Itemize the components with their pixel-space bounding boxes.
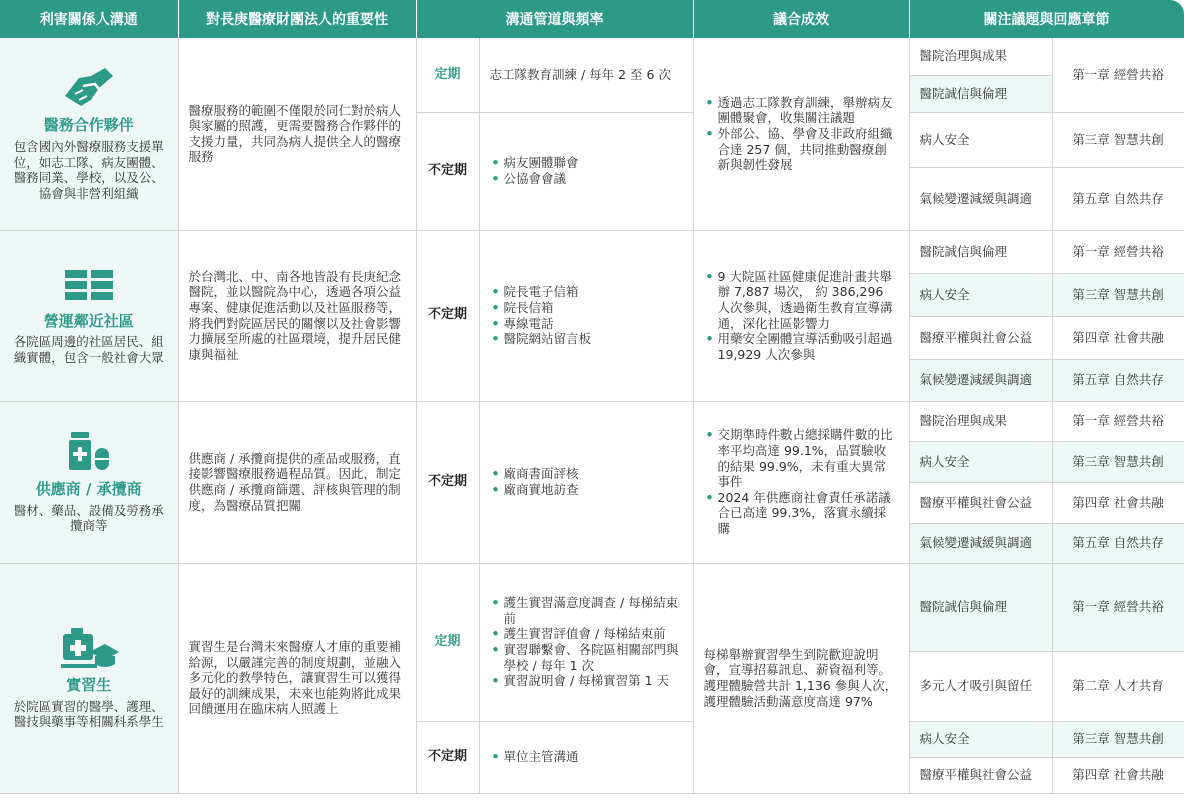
channels-cell [479, 230, 693, 401]
result-item: • 交期準時件數占總採購件數的比率平均高達 99.1%，品質驗收的結果 99.9%，未有重大異常事件 [704, 427, 899, 490]
chapter-cell: 第四章 社會共融 [1052, 482, 1184, 523]
stakeholder-community [0, 230, 178, 401]
stakeholder-desc: 各院區周邊的社區居民、組織實體，包含一般社會大眾 [13, 334, 164, 365]
issue-cell: 氣候變遷減緩與調適 [909, 359, 1052, 401]
header-stakeholder: 利害關係人溝通 [0, 0, 178, 38]
medical-supplies-icon [61, 430, 117, 474]
channels-cell [479, 112, 693, 230]
channel-item: • 廠商實地訪查 [490, 482, 683, 498]
frequency-regular: 定期 [416, 38, 479, 112]
channel-item: • 公協會會議 [490, 171, 683, 187]
results-list [704, 427, 899, 536]
results-list [704, 95, 899, 173]
issue-cell: 醫療平權與社會公益 [909, 757, 1052, 793]
importance-text: 醫療服務的範圍不僅限於同仁對於病人與家屬的照護，更需要醫務合作夥伴的支援力量，共同為病人提供全人的醫療服務 [178, 38, 416, 230]
importance-text: 供應商 / 承攬商提供的產品或服務，直接影響醫療服務過程品質。因此，制定供應商 / 承攬商篩選、評核與管理的制度，為醫療品質把關 [178, 401, 416, 563]
chapter-cell: 第二章 人才共育 [1052, 651, 1184, 721]
results-list [704, 269, 899, 363]
issue-cell: 病人安全 [909, 721, 1052, 757]
stakeholder-interns [0, 563, 178, 793]
issue-cell: 醫院誠信與倫理 [909, 230, 1052, 273]
header-issues: 關注議題與回應章節 [909, 0, 1184, 38]
issue-cell: 病人安全 [909, 273, 1052, 316]
frequency-irregular: 不定期 [416, 721, 479, 793]
channel-list [490, 284, 683, 347]
handshake-icon [61, 66, 117, 110]
stakeholder-desc: 醫材、藥品、設備及勞務承攬商等 [13, 502, 164, 534]
chapter-cell: 第五章 自然共存 [1052, 359, 1184, 401]
chapter-cell: 第一章 經營共裕 [1052, 230, 1184, 273]
header-row [0, 0, 1184, 38]
channel-item: • 廠商書面評核 [490, 466, 683, 482]
channel-item: • 單位主管溝通 [490, 749, 683, 765]
result-item: • 9 大院區社區健康促進計畫共舉辦 7,887 場次， 約 386,296 人次參與，透過衛生教育宣導溝通，深化社區影響力 [704, 269, 899, 332]
issue-cell: 病人安全 [909, 112, 1052, 167]
channel-item: • 護生實習評值會 / 每梯結束前 [490, 626, 683, 642]
channel-item: • 醫院網站留言板 [490, 331, 683, 347]
issue-cell: 氣候變遷減緩與調適 [909, 167, 1052, 230]
channel-list [490, 749, 683, 765]
channel-item: • 實習說明會 / 每梯實習第 1 天 [490, 673, 683, 689]
channel-list [490, 595, 683, 689]
frequency-irregular: 不定期 [416, 230, 479, 401]
issue-cell: 醫院誠信與倫理 [909, 75, 1052, 112]
issue-cell: 多元人才吸引與留任 [909, 651, 1052, 721]
chapter-cell: 第五章 自然共存 [1052, 167, 1184, 230]
chapter-cell: 第一章 經營共裕 [1052, 401, 1184, 441]
results-cell [693, 401, 909, 563]
stakeholder-name: 實習生 [66, 676, 112, 694]
chapter-cell: 第一章 經營共裕 [1052, 563, 1184, 651]
issue-cell: 醫療平權與社會公益 [909, 482, 1052, 523]
frequency-irregular: 不定期 [416, 401, 479, 563]
result-item: • 透過志工隊教育訓練，舉辦病友團體聚會，收集關注議題 [704, 95, 899, 126]
channel-list [490, 466, 683, 497]
issue-cell: 氣候變遷減緩與調適 [909, 523, 1052, 563]
stakeholder-name: 醫務合作夥伴 [43, 116, 134, 135]
result-item: • 外部公、協、學會及非政府組織合達 257 個，共同推動醫療創新與韌性發展 [704, 126, 899, 173]
issue-cell: 病人安全 [909, 441, 1052, 482]
header-importance: 對長庚醫療財團法人的重要性 [178, 0, 416, 38]
chapter-cell: 第三章 智慧共創 [1052, 112, 1184, 167]
channel-item: • 院長電子信箱 [490, 284, 683, 300]
channel-item: • 護生實習滿意度調查 / 每梯結束前 [490, 595, 683, 626]
importance-text: 實習生是台灣未來醫療人才庫的重要補給源，以嚴謹完善的制度規劃，並融入多元化的教學特色，讓實習生可以獲得最好的訓練成果，未來也能夠將此成果回饋運用在臨床病人照護上 [178, 563, 416, 793]
stakeholder-suppliers [0, 401, 178, 563]
channel-item: • 實習聯繫會、各院區相關部門與學校 / 每年 1 次 [490, 642, 683, 673]
chapter-cell: 第三章 智慧共創 [1052, 273, 1184, 316]
issue-cell: 醫院誠信與倫理 [909, 563, 1052, 651]
issue-cell: 醫院治理與成果 [909, 38, 1052, 75]
channel-item: • 院長信箱 [490, 300, 683, 316]
graduation-medical-bag-icon [59, 626, 119, 670]
stakeholder-medical-partners [0, 38, 178, 230]
header-results: 議合成效 [693, 0, 909, 38]
result-item: • 2024 年供應商社會責任承諾議合已高達 99.3%，落實永續採購 [704, 490, 899, 537]
results-text: 每梯舉辦實習學生到院歡迎說明會，宣導招募訊息、薪資福利等。護理體驗營共計 1,136 參與人次，護理體驗活動滿意度高達 97% [693, 563, 909, 793]
chapter-cell: 第四章 社會共融 [1052, 757, 1184, 793]
channels-cell [479, 563, 693, 721]
chapter-cell: 第一章 經營共裕 [1052, 38, 1184, 112]
stakeholder-desc: 包含國內外醫療服務支援單位，如志工隊、病友團體、醫務同業、學校，以及公、協會與非營利組織 [13, 138, 164, 201]
stakeholder-name: 營運鄰近社區 [43, 311, 134, 330]
importance-text: 於台灣北、中、南各地皆設有長庚紀念醫院，並以醫院為中心，透過各項公益專案、健康促進活動以及社區服務等，將我們對院區居民的關懷以及社會影響力擴展至所處的社區環境，提升居民健康與福祉 [178, 230, 416, 401]
chapter-cell: 第五章 自然共存 [1052, 523, 1184, 563]
channel-text: 志工隊教育訓練 / 每年 2 至 6 次 [479, 38, 693, 112]
channels-cell [479, 721, 693, 793]
channels-cell [479, 401, 693, 563]
issue-cell: 醫院治理與成果 [909, 401, 1052, 441]
stakeholder-name: 供應商 / 承攬商 [35, 480, 142, 498]
channel-list [490, 155, 683, 186]
chapter-cell: 第三章 智慧共創 [1052, 721, 1184, 757]
issue-cell: 醫療平權與社會公益 [909, 316, 1052, 359]
results-cell [693, 230, 909, 401]
stakeholder-desc: 於院區實習的醫學、護理、醫技與藥事等相關科系學生 [13, 698, 164, 730]
header-channels: 溝通管道與頻率 [416, 0, 693, 38]
channel-item: • 病友團體聯會 [490, 155, 683, 171]
results-cell [693, 38, 909, 230]
channel-item: • 專線電話 [490, 316, 683, 332]
community-buildings-icon [61, 266, 117, 306]
frequency-regular: 定期 [416, 563, 479, 721]
result-item: • 用藥安全團體宣導活動吸引超過 19,929 人次參與 [704, 331, 899, 362]
chapter-cell: 第三章 智慧共創 [1052, 441, 1184, 482]
chapter-cell: 第四章 社會共融 [1052, 316, 1184, 359]
frequency-irregular: 不定期 [416, 112, 479, 230]
